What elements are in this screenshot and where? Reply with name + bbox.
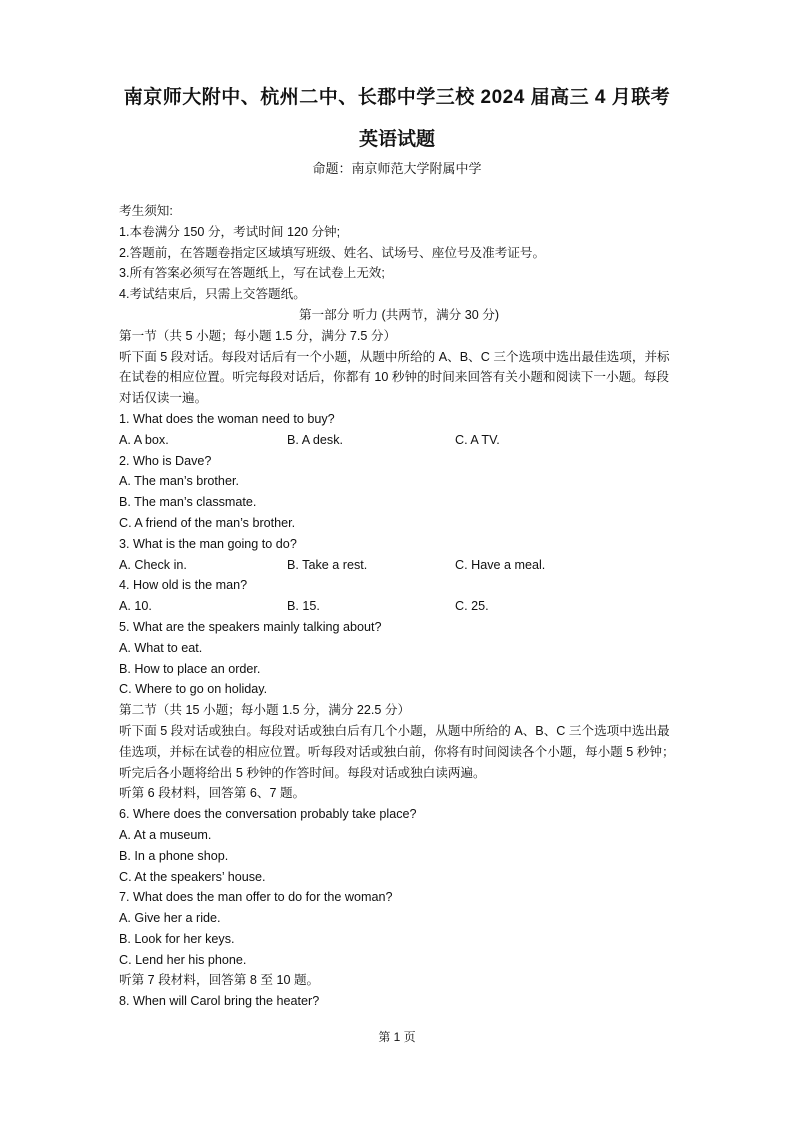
- material-note: 听第 7 段材料，回答第 8 至 10 题。: [119, 973, 320, 988]
- section1-instructions: 听下面 5 段对话。每段对话后有一个小题，从题中所给的 A、B、C 三个选项中选出最佳选项，并标在试卷的相应位置。听完每段对话后，你都有 10 秒钟的时间来回答有关小题和阅读下一小题。每段对话仅读一遍。: [119, 349, 670, 406]
- question-stem: 5. What are the speakers mainly talking about?: [119, 619, 382, 634]
- exam-author: 命题：南京师范大学附属中学: [312, 161, 482, 176]
- question-options: [119, 596, 679, 617]
- question-stem: 2. Who is Dave?: [119, 453, 212, 468]
- notice-heading: 考生须知:: [119, 204, 173, 218]
- option-c: C. Lend her his phone.: [119, 952, 247, 967]
- option-c: C. At the speakers’ house.: [119, 869, 266, 884]
- question-stem: 7. What does the man offer to do for the woman?: [119, 890, 393, 905]
- option-a: A. A box.: [119, 432, 169, 447]
- page-number: 第 1 页: [378, 1030, 416, 1044]
- section2-heading: 第二节（共 15 小题；每小题 1.5 分，满分 22.5 分）: [119, 703, 411, 718]
- question-stem: 6. Where does the conversation probably take place?: [119, 807, 417, 822]
- option-b: B. A desk.: [287, 432, 344, 447]
- notice-item: 2.答题前，在答题卷指定区域填写班级、姓名、试场号、座位号及准考证号。: [119, 245, 546, 260]
- question-options: [119, 555, 679, 576]
- option-c: C. A TV.: [455, 432, 500, 447]
- option-a: A. 10.: [119, 599, 152, 614]
- option-b: B. Look for her keys.: [119, 931, 235, 946]
- section1-heading: 第一节（共 5 小题；每小题 1.5 分，满分 7.5 分）: [119, 328, 397, 343]
- exam-subtitle: 英语试题: [358, 129, 435, 150]
- option-a: A. Check in.: [119, 557, 187, 572]
- option-b: B. 15.: [287, 599, 320, 614]
- exam-title: 南京师大附中、杭州二中、长郡中学三校 2024 届高三 4 月联考: [123, 87, 671, 108]
- notice-item: 3.所有答案必须写在答题纸上，写在试卷上无效;: [119, 266, 385, 281]
- option-b: B. Take a rest.: [287, 557, 368, 572]
- exam-content: [119, 201, 679, 1012]
- material-note: 听第 6 段材料，回答第 6、7 题。: [119, 786, 306, 801]
- part1-heading: 第一部分 听力 (共两节，满分 30 分): [298, 307, 500, 322]
- question-stem: 1. What does the woman need to buy?: [119, 411, 335, 426]
- option-b: B. How to place an order.: [119, 661, 261, 676]
- option-c: C. Have a meal.: [455, 557, 546, 572]
- option-c: C. A friend of the man’s brother.: [119, 515, 296, 530]
- option-b: B. In a phone shop.: [119, 848, 229, 863]
- notice-item: 1.本卷满分 150 分，考试时间 120 分钟;: [119, 224, 341, 239]
- option-c: C. 25.: [455, 599, 489, 614]
- option-a: A. At a museum.: [119, 827, 212, 842]
- notice-item: 4.考试结束后，只需上交答题纸。: [119, 287, 306, 302]
- question-stem: 3. What is the man going to do?: [119, 536, 297, 551]
- option-c: C. Where to go on holiday.: [119, 682, 268, 697]
- question-options: [119, 430, 679, 451]
- option-a: A. The man’s brother.: [119, 474, 239, 489]
- question-stem: 4. How old is the man?: [119, 578, 248, 593]
- option-a: A. Give her a ride.: [119, 911, 221, 926]
- question-stem: 8. When will Carol bring the heater?: [119, 994, 320, 1009]
- section2-instructions: 听下面 5 段对话或独白。每段对话或独白后有几个小题，从题中所给的 A、B、C 三个选项中选出最佳选项，并标在试卷的相应位置。听每段对话或独白前，你将有时间阅读各个小题，每小题 5 秒钟；听完后各小题将给出 5 秒钟的作答时间。每段对话或独白读两遍。: [119, 723, 675, 780]
- option-b: B. The man’s classmate.: [119, 495, 257, 510]
- option-a: A. What to eat.: [119, 640, 203, 655]
